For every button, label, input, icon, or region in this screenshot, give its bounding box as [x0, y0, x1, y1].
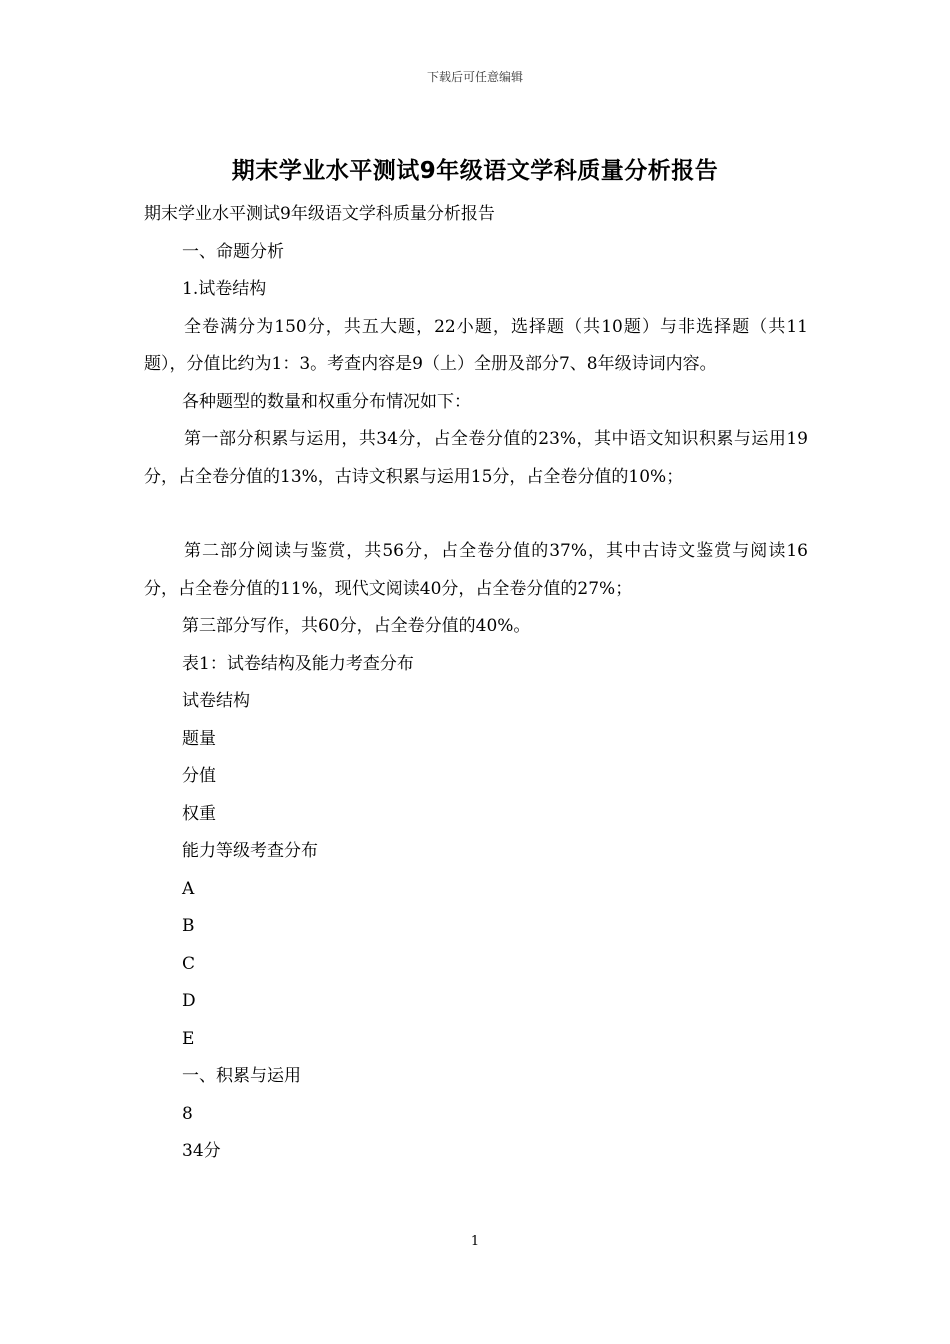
paragraph-structure: 全卷满分为150分，共五大题，22小题，选择题（共10题）与非选择题（共11题），分值比约为1：3。考查内容是9（上）全册及部分7、8年级诗词内容。 — [144, 316, 808, 374]
table-item: 一、积累与运用 — [182, 1066, 301, 1086]
table-item: 题量 — [182, 728, 216, 749]
table-item: 分值 — [182, 766, 216, 786]
header-note: 下载后可任意编辑 — [426, 70, 523, 84]
table-caption: 表1：试卷结构及能力考查分布 — [182, 653, 414, 674]
paragraph-part-one: 第一部分积累与运用，共34分，占全卷分值的23%，其中语文知识积累与运用19分，占全卷分值的13%，古诗文积累与运用15分，占全卷分值的10%； — [144, 429, 808, 487]
section-heading-1: 一、命题分析 — [182, 241, 284, 262]
paragraph-intro: 各种题型的数量和权重分布情况如下： — [182, 391, 471, 412]
table-item: 8 — [182, 1103, 193, 1124]
table-item: D — [182, 991, 196, 1011]
table-item: 权重 — [182, 803, 216, 824]
document-title: 期末学业水平测试9年级语文学科质量分析报告 — [231, 158, 719, 184]
document-body — [144, 196, 808, 1171]
table-item: 能力等级考查分布 — [182, 841, 318, 861]
table-item: C — [182, 953, 196, 974]
page-number: 1 — [470, 1234, 480, 1249]
section-heading-1-1: 1.试卷结构 — [182, 279, 267, 299]
table-item: E — [182, 1028, 195, 1049]
table-item: B — [182, 916, 195, 936]
table-item: 试卷结构 — [182, 691, 250, 711]
table-item: 34分 — [182, 1141, 221, 1161]
paragraph-part-three: 第三部分写作，共60分，占全卷分值的40%。 — [182, 616, 531, 636]
paragraph-part-two: 第二部分阅读与鉴赏，共56分，占全卷分值的37%，其中古诗文鉴赏与阅读16分，占全卷分值的11%，现代文阅读40分，占全卷分值的27%； — [144, 541, 808, 599]
blank-line — [144, 496, 808, 533]
table-item: A — [182, 878, 195, 899]
document-subtitle: 期末学业水平测试9年级语文学科质量分析报告 — [144, 204, 495, 224]
